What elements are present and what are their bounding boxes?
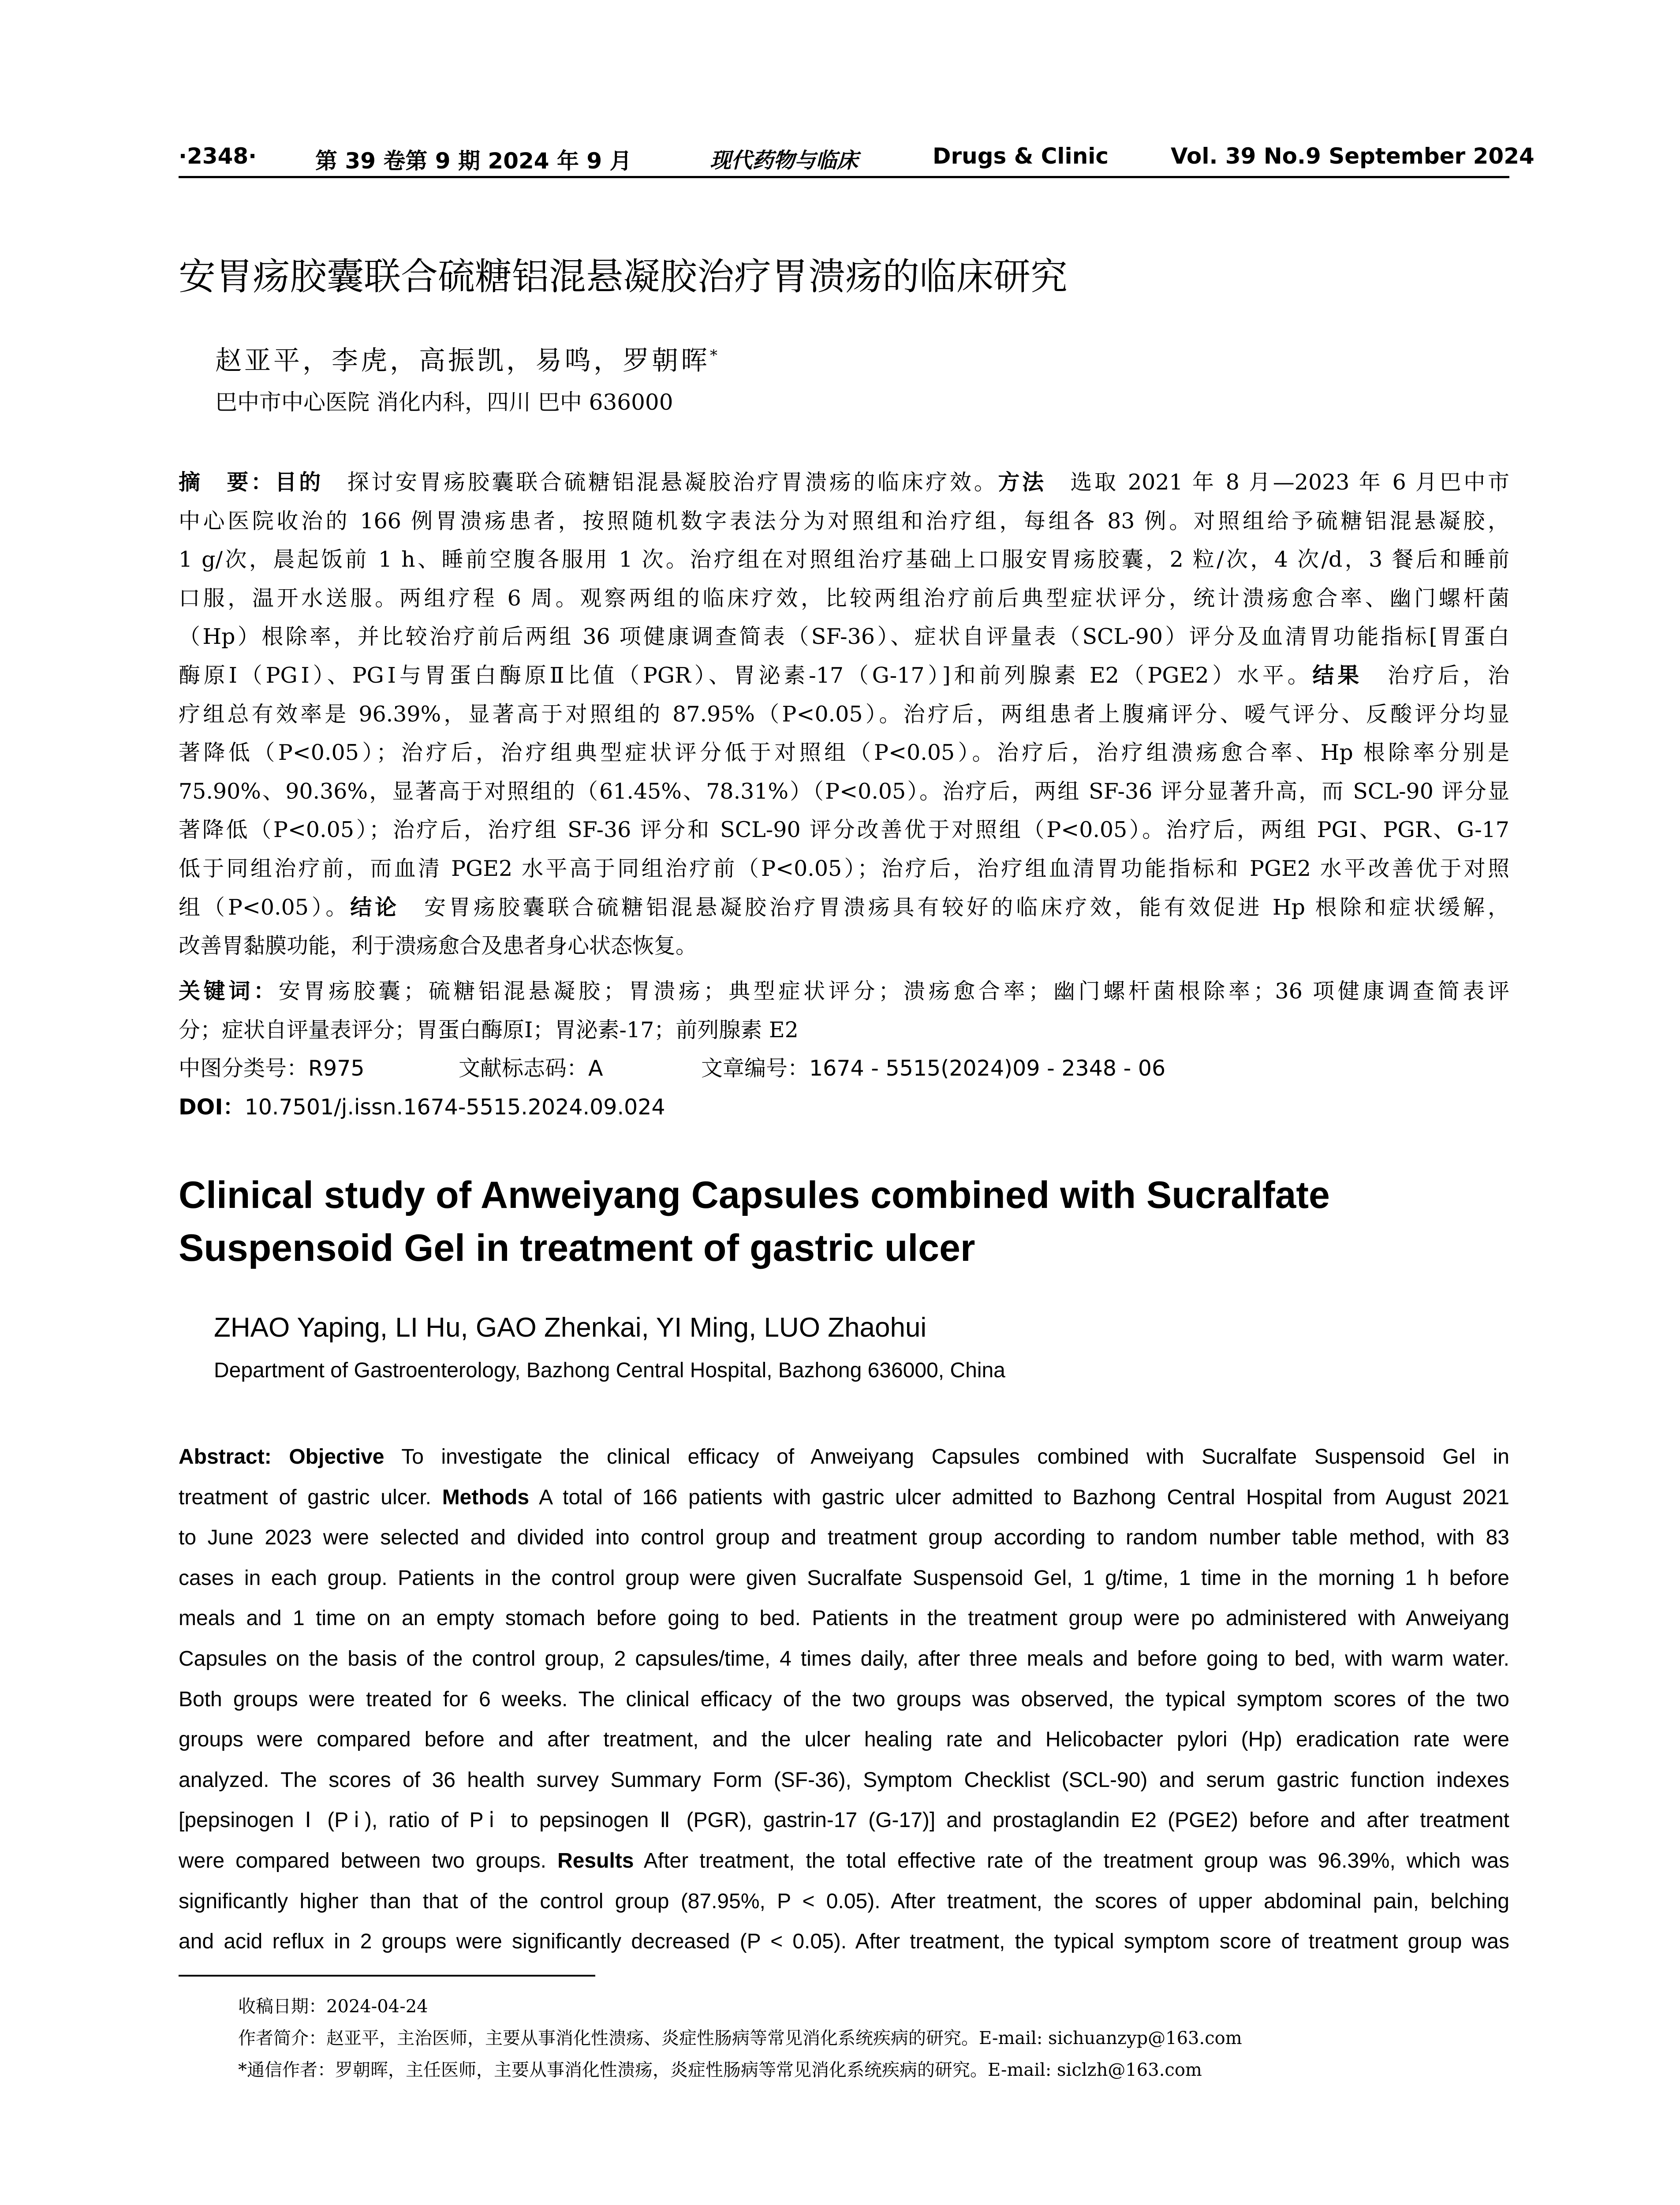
page-number: ·2348· (179, 143, 257, 169)
footnote-rule (179, 1975, 595, 1977)
abstract-cn-text: 选取 2021 年 8 月—2023 年 6 月巴中市 (1046, 470, 1509, 495)
authors-cn-text: 赵亚平，李虎，高振凯，易鸣，罗朝晖 (215, 345, 710, 376)
volume-en: Vol. 39 No.9 September 2024 (1171, 143, 1534, 169)
authors-cn (215, 340, 720, 377)
keywords-line: 分；症状自评量表评分；胃蛋白酶原Ⅰ；胃泌素-17；前列腺素 E2 (179, 1017, 799, 1043)
results-label-en: Results (557, 1849, 634, 1872)
doi-label: DOI： (179, 1095, 245, 1120)
keywords-line (179, 972, 1509, 1011)
received-date: 收稿日期：2024-04-24 (238, 1996, 428, 2017)
keywords-label: 关键词： (179, 979, 279, 1004)
corresponding-mark: * (710, 347, 720, 364)
abstract-cn-line (179, 656, 1509, 695)
authors-en: ZHAO Yaping, LI Hu, GAO Zhenkai, YI Ming, LUO Zhaohui (214, 1312, 927, 1343)
abstract-cn-text: 探讨安胃疡胶囊联合硫糖铝混悬凝胶治疗胃溃疡的临床疗效。 (323, 470, 998, 495)
methods-label-en: Methods (442, 1485, 530, 1509)
abstract-en-line: cases in each group. Patients in the control group were given Sucralfate Suspensoid Gel, 1 g/time, 1 time in the morning 1 h before (179, 1566, 1509, 1590)
abstract-cn-line: 疗组总有效率是 96.39%，显著高于对照组的 87.95%（P<0.05）。治疗后，两组患者上腹痛评分、嗳气评分、反酸评分均显 (179, 701, 1509, 727)
abstract-cn-line: （Hp）根除率，并比较治疗前后两组 36 项健康调查简表（SF-36）、症状自评量表（SCL-90）评分及血清胃功能指标[胃蛋白 (179, 624, 1509, 650)
abstract-en-text: A total of 166 patients with gastric ulcer admitted to Bazhong Central Hospital from August 2021 (529, 1485, 1509, 1509)
corresponding-author: *通信作者：罗朝晖，主任医师，主要从事消化性溃疡，炎症性肠病等常见消化系统疾病的研究。E-mail: siclzh@163.com (238, 2060, 1202, 2080)
abstract-cn-text: 组（P<0.05）。 (179, 894, 351, 920)
abstract-cn-label: 摘 要：目的 (179, 470, 323, 495)
abstract-en (179, 1437, 1509, 1962)
journal-name-cn: 现代药物与临床 (710, 148, 859, 173)
abstract-en-text: treatment of gastric ulcer. (179, 1485, 442, 1509)
abstract-cn-line: 1 g/次，晨起饭前 1 h、睡前空腹各服用 1 次。治疗组在对照组治疗基础上口服安胃疡胶囊，2 粒/次，4 次/d，3 餐后和睡前 (179, 547, 1509, 572)
abstract-en-line: analyzed. The scores of 36 health survey Summary Form (SF-36), Symptom Checklist (SCL-90) and serum gastric function indexes (179, 1768, 1509, 1792)
abstract-en-line (179, 1477, 1509, 1518)
affiliation-en: Department of Gastroenterology, Bazhong Central Hospital, Bazhong 636000, China (214, 1359, 1005, 1382)
article-number: 文章编号：1674 - 5515(2024)09 - 2348 - 06 (701, 1056, 1166, 1081)
abstract-en-line: and acid reflux in 2 groups were significantly decreased (P < 0.05). After treatment, the typical symptom score of treatment group was (179, 1930, 1509, 1954)
abstract-cn-line: 著降低（P<0.05）；治疗后，治疗组 SF-36 评分和 SCL-90 评分改善优于对照组（P<0.05）。治疗后，两组 PGI、PGR、G-17 (179, 817, 1509, 843)
abstract-cn (179, 463, 1509, 965)
keywords-cn (179, 972, 1509, 1049)
abstract-cn-text: 酶原Ⅰ（PGⅠ）、PGⅠ与胃蛋白酶原Ⅱ比值（PGR）、胃泌素-17（G-17）]和前列腺素 E2（PGE2）水平。 (179, 662, 1313, 688)
abstract-cn-line: 75.90%、90.36%，显著高于对照组的（61.45%、78.31%）（P<0.05）。治疗后，两组 SF-36 评分显著升高，而 SCL-90 评分显 (179, 778, 1509, 804)
abstract-cn-text: 治疗后，治 (1363, 662, 1509, 688)
abstract-cn-line: 中心医院收治的 166 例胃溃疡患者，按照随机数字表法分为对照组和治疗组，每组各 83 例。对照组给予硫糖铝混悬凝胶， (179, 508, 1509, 534)
abstract-en-line: Both groups were treated for 6 weeks. The clinical efficacy of the two groups was observed, the typical symptom scores of the two (179, 1687, 1509, 1711)
abstract-en-line: Capsules on the basis of the control group, 2 capsules/time, 4 times daily, after three meals and before going to bed, with warm water. (179, 1647, 1509, 1671)
document-code: 文献标志码：A (459, 1056, 603, 1081)
abstract-en-line: significantly higher than that of the control group (87.95%, P < 0.05). After treatment, the scores of upper abdominal pain, belching (179, 1889, 1509, 1913)
abstract-cn-line (179, 888, 1509, 927)
abstract-en-text: were compared between two groups. (179, 1849, 558, 1872)
header-rule (179, 176, 1509, 178)
abstract-cn-line: 口服，温开水送服。两组疗程 6 周。观察两组的临床疗效，比较两组治疗前后典型症状评分，统计溃疡愈合率、幽门螺杆菌 (179, 585, 1510, 611)
author-intro: 作者简介：赵亚平，主治医师，主要从事消化性溃疡、炎症性肠病等常见消化系统疾病的研究。E-mail: sichuanzyp@163.com (238, 2028, 1242, 2048)
abstract-en-line (179, 1841, 1509, 1881)
title-en: Clinical study of Anweiyang Capsules combined with Sucralfate Suspensoid Gel in treatment of gastric ulcer (179, 1174, 1330, 1269)
abstract-en-text: To investigate the clinical efficacy of Anweiyang Capsules combined with Sucralfate Suspensoid Gel in (384, 1445, 1509, 1469)
abstract-en-line: groups were compared before and after treatment, and the ulcer healing rate and Helicobacter pylori (Hp) eradication rate were (179, 1728, 1509, 1752)
abstract-en-label: Abstract: Objective (179, 1445, 385, 1469)
methods-label-cn: 方法 (998, 470, 1046, 495)
doi (179, 1090, 665, 1121)
keywords-text: 安胃疡胶囊；硫糖铝混悬凝胶；胃溃疡；典型症状评分；溃疡愈合率；幽门螺杆菌根除率；36 项健康调查简表评 (278, 979, 1509, 1004)
abstract-cn-line: 著降低（P<0.05）；治疗后，治疗组典型症状评分低于对照组（P<0.05）。治疗后，治疗组溃疡愈合率、Hp 根除率分别是 (179, 740, 1509, 766)
abstract-cn-line (179, 463, 1509, 502)
journal-name-en: Drugs & Clinic (933, 143, 1109, 169)
abstract-cn-line: 改善胃黏膜功能，利于溃疡愈合及患者身心状态恢复。 (179, 933, 698, 959)
title-cn: 安胃疡胶囊联合硫糖铝混悬凝胶治疗胃溃疡的临床研究 (179, 255, 1068, 298)
abstract-en-line: meals and 1 time on an empty stomach before going to bed. Patients in the treatment group were po administered with Anweiyang (179, 1607, 1509, 1630)
abstract-en-line (179, 1437, 1509, 1477)
doi-value[interactable]: 10.7501/j.issn.1674-5515.2024.09.024 (244, 1095, 665, 1120)
results-label-cn: 结果 (1312, 662, 1363, 688)
abstract-en-line: [pepsinogen Ⅰ (Pⅰ), ratio of Pⅰ to pepsinogen Ⅱ (PGR), gastrin-17 (G-17)] and prostaglandin E2 (PGE2) before and after treatment (179, 1809, 1509, 1832)
abstract-cn-line: 低于同组治疗前，而血清 PGE2 水平高于同组治疗前（P<0.05）；治疗后，治疗组血清胃功能指标和 PGE2 水平改善优于对照 (179, 856, 1509, 881)
abstract-en-text: After treatment, the total effective rate of the treatment group was 96.39%, which was (634, 1849, 1510, 1872)
abstract-en-line: to June 2023 were selected and divided into control group and treatment group according to random number table method, with 83 (179, 1526, 1509, 1550)
conclusion-label-cn: 结论 (350, 894, 400, 920)
clc-number: 中图分类号：R975 (179, 1056, 365, 1081)
issue-cn: 第 39 卷第 9 期 2024 年 9 月 (315, 148, 632, 174)
affiliation-cn: 巴中市中心医院 消化内科，四川 巴中 636000 (215, 389, 673, 415)
abstract-cn-text: 安胃疡胶囊联合硫糖铝混悬凝胶治疗胃溃疡具有较好的临床疗效，能有效促进 Hp 根除和症状缓解， (399, 894, 1509, 920)
